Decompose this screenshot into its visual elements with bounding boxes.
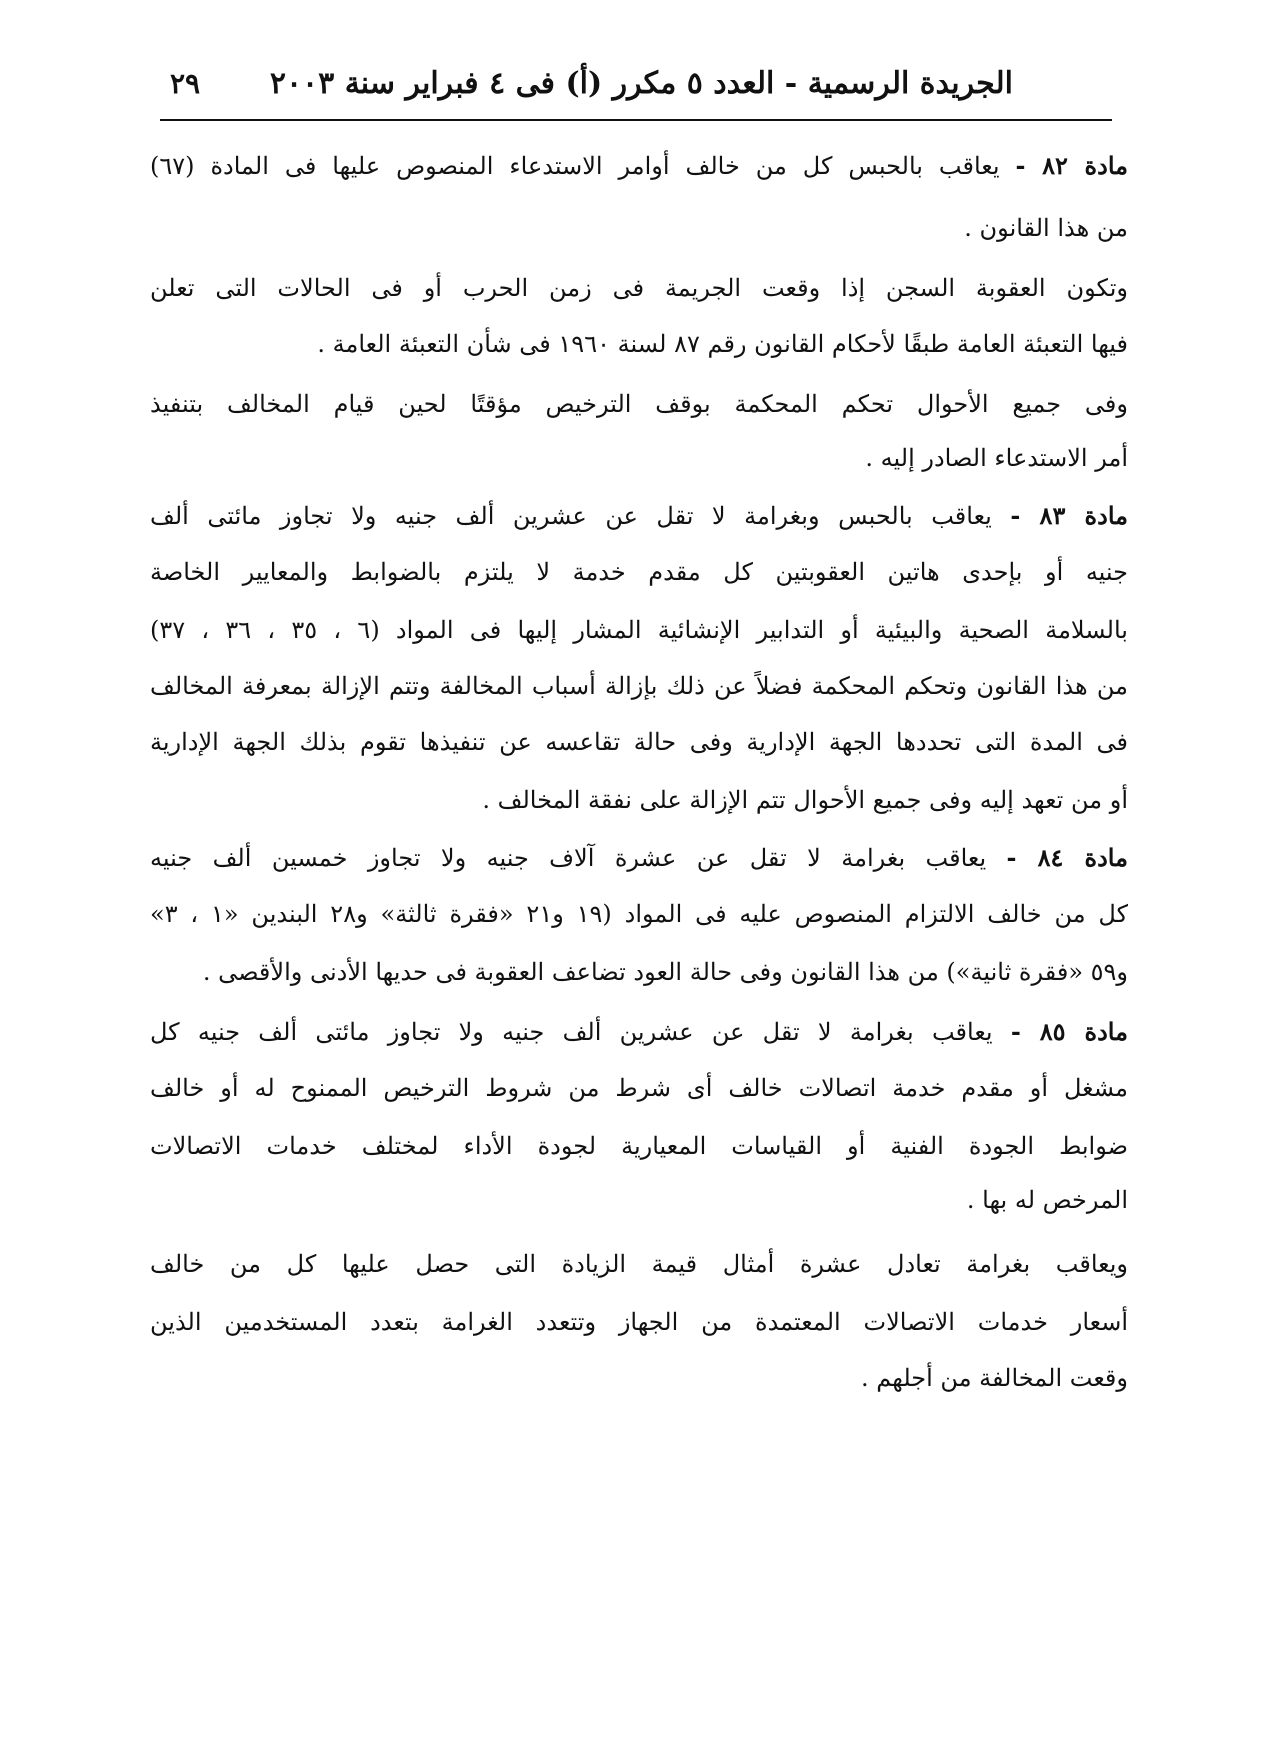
price-violation-line-3: وقعت المخالفة من أجلهم . <box>861 1364 1128 1392</box>
article-83-line-3: بالسلامة الصحية والبيئية أو التدابير الإنشائية المشار إليها فى المواد (٦ ، ٣٥ ، ٣٦ ، ٣٧) <box>150 616 1128 644</box>
article-85-line-2: مشغل أو مقدم خدمة اتصالات خالف أى شرط من شروط الترخيص الممنوح له أو خالف <box>150 1074 1128 1102</box>
price-violation-line-2: أسعار خدمات الاتصالات المعتمدة من الجهاز وتتعدد الغرامة بتعدد المستخدمين الذين <box>150 1308 1128 1336</box>
article-85-line-3: ضوابط الجودة الفنية أو القياسات المعيارية لجودة الأداء لمختلف خدمات الاتصالات <box>150 1132 1128 1160</box>
article-84-line-1-text: يعاقب بغرامة لا تقل عن عشرة آلاف جنيه ولا تجاوز خمسين ألف جنيه <box>150 844 987 872</box>
article-83-label: مادة ٨٣ - <box>1010 501 1128 530</box>
article-82-line-1-text: يعاقب بالحبس كل من خالف أوامر الاستدعاء المنصوص عليها فى المادة (٦٧) <box>150 152 1000 180</box>
header-divider <box>160 119 1112 121</box>
article-85-line-1 <box>150 1012 1128 1052</box>
article-85-label: مادة ٨٥ - <box>1010 1017 1128 1046</box>
page-number: ٢٩ <box>170 67 201 100</box>
article-83-line-4: من هذا القانون وتحكم المحكمة فضلاً عن ذلك بإزالة أسباب المخالفة وتتم الإزالة بمعرفة المخالف <box>150 672 1128 700</box>
license-suspension-line-1: وفى جميع الأحوال تحكم المحكمة بوقف الترخيص مؤقتًا لحين قيام المخالف بتنفيذ <box>150 390 1128 418</box>
price-violation-line-1: ويعاقب بغرامة تعادل عشرة أمثال قيمة الزيادة التى حصل عليها كل من خالف <box>150 1250 1128 1278</box>
gazette-header-title: الجريدة الرسمية - العدد ٥ مكرر (أ) فى ٤ فبراير سنة ٢٠٠٣ <box>269 66 1013 101</box>
war-penalty-line-2: فيها التعبئة العامة طبقًا لأحكام القانون رقم ٨٧ لسنة ١٩٦٠ فى شأن التعبئة العامة . <box>317 330 1128 358</box>
war-penalty-line-1: وتكون العقوبة السجن إذا وقعت الجريمة فى زمن الحرب أو فى الحالات التى تعلن <box>150 274 1128 302</box>
article-83-line-5: فى المدة التى تحددها الجهة الإدارية وفى حالة تقاعسه عن تنفيذها تقوم بذلك الجهة الإدارية <box>150 728 1128 756</box>
article-84-line-2: كل من خالف الالتزام المنصوص عليه فى المواد (١٩ و٢١ «فقرة ثالثة» و٢٨ البندين «١ ، ٣» <box>150 900 1128 928</box>
article-82-line-1 <box>150 146 1128 186</box>
article-82-line-2: من هذا القانون . <box>964 214 1128 242</box>
article-84-line-3: و٥٩ «فقرة ثانية») من هذا القانون وفى حالة العود تضاعف العقوبة فى حديها الأدنى والأقصى . <box>202 958 1128 986</box>
article-84-label: مادة ٨٤ - <box>1006 843 1128 872</box>
article-83-line-1 <box>150 496 1128 536</box>
article-83-line-6: أو من تعهد إليه وفى جميع الأحوال تتم الإزالة على نفقة المخالف . <box>482 786 1128 814</box>
article-85-line-4: المرخص له بها . <box>966 1186 1128 1214</box>
article-83-line-2: جنيه أو بإحدى هاتين العقوبتين كل مقدم خدمة لا يلتزم بالضوابط والمعايير الخاصة <box>150 558 1128 586</box>
article-82-label: مادة ٨٢ - <box>1015 151 1128 180</box>
article-83-line-1-text: يعاقب بالحبس وبغرامة لا تقل عن عشرين ألف جنيه ولا تجاوز مائتى ألف <box>150 502 992 530</box>
article-85-line-1-text: يعاقب بغرامة لا تقل عن عشرين ألف جنيه ولا تجاوز مائتى ألف جنيه كل <box>150 1018 993 1046</box>
article-84-line-1 <box>150 838 1128 878</box>
license-suspension-line-2: أمر الاستدعاء الصادر إليه . <box>865 444 1128 472</box>
